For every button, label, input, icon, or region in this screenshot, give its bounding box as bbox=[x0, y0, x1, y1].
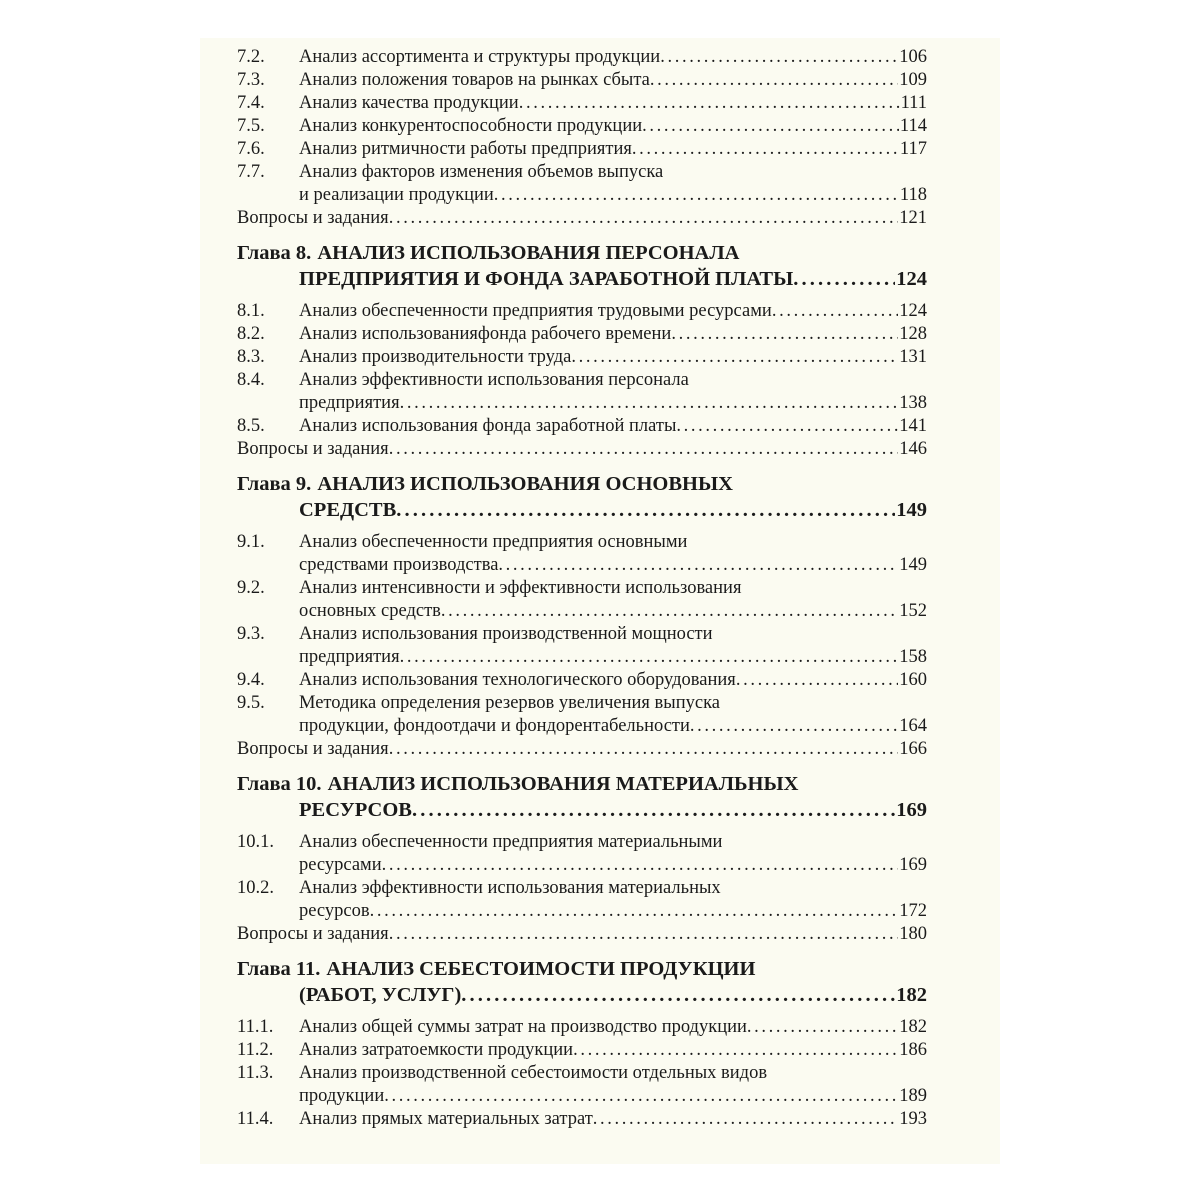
toc-line bbox=[237, 46, 927, 69]
dot-leader bbox=[384, 1085, 898, 1108]
page-number: 149 bbox=[896, 499, 927, 521]
toc-entry bbox=[237, 46, 927, 69]
entry-title: Анализ факторов изменения объемов выпуска bbox=[299, 162, 664, 182]
section-number: 7.2. bbox=[237, 47, 265, 67]
entry-title: Вопросы и задания bbox=[237, 924, 389, 944]
entry-title: Анализ интенсивности и эффективности использования bbox=[299, 578, 742, 598]
dot-leader bbox=[642, 115, 899, 138]
entry-title: Анализ общей суммы затрат на производство продукции bbox=[299, 1017, 747, 1037]
dot-leader bbox=[660, 46, 898, 69]
entry-title: Вопросы и задания bbox=[237, 208, 389, 228]
dot-leader bbox=[747, 1016, 898, 1039]
entry-title: Анализ использования производственной мощности bbox=[299, 624, 713, 644]
page-number: 172 bbox=[899, 901, 927, 921]
entry-title: Анализ использования технологического оборудования bbox=[299, 670, 736, 690]
dot-leader bbox=[793, 266, 895, 292]
toc-line bbox=[237, 956, 927, 982]
dot-leader bbox=[498, 554, 898, 577]
entry-title: Анализ затратоемкости продукции bbox=[299, 1040, 574, 1060]
page-number: 158 bbox=[899, 647, 927, 667]
table-of-contents bbox=[237, 46, 927, 1131]
page-number: 138 bbox=[899, 393, 927, 413]
page-number: 169 bbox=[896, 799, 927, 821]
toc-entry bbox=[237, 623, 927, 669]
page-number: 111 bbox=[900, 93, 927, 113]
dot-leader bbox=[690, 715, 898, 738]
toc-entry bbox=[237, 369, 927, 415]
toc-line bbox=[237, 266, 927, 292]
section-number: 9.5. bbox=[237, 693, 265, 713]
entry-title: Анализ положения товаров на рынках сбыта bbox=[299, 70, 650, 90]
dot-leader bbox=[676, 415, 898, 438]
toc-line bbox=[237, 715, 927, 738]
toc-line bbox=[237, 115, 927, 138]
dot-leader bbox=[632, 138, 899, 161]
dot-leader bbox=[650, 69, 898, 92]
section-number: 11.3. bbox=[237, 1063, 274, 1083]
page-number: 182 bbox=[899, 1017, 927, 1037]
toc-line bbox=[237, 415, 927, 438]
entry-title: и реализации продукции bbox=[299, 185, 494, 205]
dot-leader bbox=[671, 323, 898, 346]
section-number: 7.7. bbox=[237, 162, 265, 182]
toc-line bbox=[237, 300, 927, 323]
toc-line bbox=[237, 982, 927, 1008]
chapter-heading bbox=[237, 471, 927, 523]
dot-leader bbox=[519, 92, 900, 115]
section-number: 10.1. bbox=[237, 832, 274, 852]
page-number: 128 bbox=[899, 324, 927, 344]
toc-line bbox=[237, 797, 927, 823]
entry-title: ПРЕДПРИЯТИЯ И ФОНДА ЗАРАБОТНОЙ ПЛАТЫ bbox=[299, 268, 794, 290]
dot-leader bbox=[396, 497, 895, 523]
toc-line bbox=[237, 240, 927, 266]
page-number: 141 bbox=[899, 416, 927, 436]
toc-entry bbox=[237, 1039, 927, 1062]
chapter-number: Глава 10. bbox=[237, 773, 322, 795]
toc-entry bbox=[237, 1062, 927, 1108]
entry-title: предприятия bbox=[299, 393, 400, 413]
entry-title: ресурсами bbox=[299, 855, 382, 875]
entry-title: Анализ ассортимента и структуры продукции bbox=[299, 47, 661, 67]
toc-entry bbox=[237, 669, 927, 692]
toc-entry bbox=[237, 415, 927, 438]
page-number: 146 bbox=[899, 439, 927, 459]
section-number: 9.3. bbox=[237, 624, 265, 644]
toc-entry bbox=[237, 831, 927, 877]
section-number: 7.3. bbox=[237, 70, 265, 90]
toc-line bbox=[237, 600, 927, 623]
section-number: 11.4. bbox=[237, 1109, 274, 1129]
entry-title: СРЕДСТВ bbox=[299, 499, 397, 521]
entry-title: Анализ производственной себестоимости отдельных видов bbox=[299, 1063, 768, 1083]
toc-line bbox=[237, 69, 927, 92]
dot-leader bbox=[400, 392, 899, 415]
page-number: 149 bbox=[899, 555, 927, 575]
toc-entry bbox=[237, 531, 927, 577]
page-number: 121 bbox=[899, 208, 927, 228]
toc-line bbox=[237, 138, 927, 161]
toc-line bbox=[237, 646, 927, 669]
section-number: 8.2. bbox=[237, 324, 265, 344]
dot-leader bbox=[389, 923, 899, 946]
toc-line bbox=[237, 854, 927, 877]
page-number: 109 bbox=[899, 70, 927, 90]
page-number: 106 bbox=[899, 47, 927, 67]
questions-entry bbox=[237, 923, 927, 946]
page-number: 182 bbox=[896, 984, 927, 1006]
toc-line bbox=[237, 346, 927, 369]
toc-line bbox=[237, 692, 927, 715]
toc-entry bbox=[237, 1016, 927, 1039]
entry-title: Анализ эффективности использования материальных bbox=[299, 878, 721, 898]
entry-title: основных средств bbox=[299, 601, 441, 621]
chapter-number: Глава 11. bbox=[237, 958, 321, 980]
entry-title: АНАЛИЗ СЕБЕСТОИМОСТИ ПРОДУКЦИИ bbox=[326, 958, 756, 980]
page-number: 193 bbox=[899, 1109, 927, 1129]
toc-line bbox=[237, 669, 927, 692]
dot-leader bbox=[370, 900, 899, 923]
entry-title: продукции, фондоотдачи и фондорентабельности bbox=[299, 716, 690, 736]
toc-line bbox=[237, 554, 927, 577]
dot-leader bbox=[571, 346, 898, 369]
toc-entry bbox=[237, 877, 927, 923]
toc-entry bbox=[237, 300, 927, 323]
dot-leader bbox=[389, 438, 899, 461]
entry-title: Анализ использования фонда заработной платы bbox=[299, 416, 677, 436]
entry-title: Анализ конкурентоспособности продукции bbox=[299, 116, 643, 136]
dot-leader bbox=[573, 1039, 898, 1062]
dot-leader bbox=[494, 184, 899, 207]
toc-entry bbox=[237, 115, 927, 138]
questions-entry bbox=[237, 207, 927, 230]
entry-title: (РАБОТ, УСЛУГ) bbox=[299, 984, 462, 1006]
entry-title: АНАЛИЗ ИСПОЛЬЗОВАНИЯ МАТЕРИАЛЬНЫХ bbox=[327, 773, 799, 795]
section-number: 11.1. bbox=[237, 1017, 274, 1037]
entry-title: АНАЛИЗ ИСПОЛЬЗОВАНИЯ ПЕРСОНАЛА bbox=[317, 242, 740, 264]
chapter-heading bbox=[237, 240, 927, 292]
entry-title: Анализ обеспеченности предприятия трудовыми ресурсами bbox=[299, 301, 772, 321]
section-number: 9.1. bbox=[237, 532, 265, 552]
entry-title: ресурсов bbox=[299, 901, 370, 921]
toc-line bbox=[237, 207, 927, 230]
toc-line bbox=[237, 471, 927, 497]
toc-line bbox=[237, 531, 927, 554]
page-number: 117 bbox=[899, 139, 927, 159]
page-number: 118 bbox=[899, 185, 927, 205]
entry-title: Анализ эффективности использования персонала bbox=[299, 370, 689, 390]
entry-title: Анализ производительности труда bbox=[299, 347, 572, 367]
dot-leader bbox=[382, 854, 899, 877]
entry-title: средствами производства bbox=[299, 555, 499, 575]
entry-title: Анализ обеспеченности предприятия материальными bbox=[299, 832, 723, 852]
toc-line bbox=[237, 392, 927, 415]
section-number: 9.2. bbox=[237, 578, 265, 598]
toc-entry bbox=[237, 323, 927, 346]
section-number: 7.5. bbox=[237, 116, 265, 136]
questions-entry bbox=[237, 738, 927, 761]
book-page bbox=[200, 38, 1000, 1164]
page-number: 164 bbox=[899, 716, 927, 736]
dot-leader bbox=[389, 738, 899, 761]
entry-title: РЕСУРСОВ bbox=[299, 799, 412, 821]
toc-line bbox=[237, 900, 927, 923]
toc-line bbox=[237, 161, 927, 184]
chapter-heading bbox=[237, 956, 927, 1008]
toc-entry bbox=[237, 69, 927, 92]
toc-line bbox=[237, 1016, 927, 1039]
toc-entry bbox=[237, 92, 927, 115]
entry-title: Вопросы и задания bbox=[237, 439, 389, 459]
page-number: 186 bbox=[899, 1040, 927, 1060]
toc-line bbox=[237, 877, 927, 900]
chapter-number: Глава 8. bbox=[237, 242, 312, 264]
toc-line bbox=[237, 738, 927, 761]
entry-title: Анализ использованияфонда рабочего времени bbox=[299, 324, 672, 344]
toc-line bbox=[237, 92, 927, 115]
toc-entry bbox=[237, 692, 927, 738]
dot-leader bbox=[389, 207, 899, 230]
toc-entry bbox=[237, 346, 927, 369]
page-number: 180 bbox=[899, 924, 927, 944]
page-number: 124 bbox=[896, 268, 927, 290]
section-number: 8.1. bbox=[237, 301, 265, 321]
page-number: 131 bbox=[899, 347, 927, 367]
dot-leader bbox=[772, 300, 898, 323]
entry-title: Анализ качества продукции bbox=[299, 93, 519, 113]
toc-entry bbox=[237, 161, 927, 207]
entry-title: Анализ прямых материальных затрат bbox=[299, 1109, 593, 1129]
toc-entry bbox=[237, 577, 927, 623]
toc-line bbox=[237, 369, 927, 392]
page-number: 169 bbox=[899, 855, 927, 875]
dot-leader bbox=[441, 600, 898, 623]
entry-title: продукции bbox=[299, 1086, 385, 1106]
toc-line bbox=[237, 1062, 927, 1085]
entry-title: АНАЛИЗ ИСПОЛЬЗОВАНИЯ ОСНОВНЫХ bbox=[317, 473, 733, 495]
section-number: 7.4. bbox=[237, 93, 265, 113]
toc-line bbox=[237, 1039, 927, 1062]
entry-title: Анализ обеспеченности предприятия основными bbox=[299, 532, 688, 552]
section-number: 11.2. bbox=[237, 1040, 274, 1060]
dot-leader bbox=[593, 1108, 898, 1131]
page-number: 124 bbox=[899, 301, 927, 321]
toc-line bbox=[237, 438, 927, 461]
entry-title: Методика определения резервов увеличения выпуска bbox=[299, 693, 720, 713]
chapter-number: Глава 9. bbox=[237, 473, 312, 495]
toc-line bbox=[237, 184, 927, 207]
toc-line bbox=[237, 771, 927, 797]
toc-line bbox=[237, 497, 927, 523]
page-number: 160 bbox=[899, 670, 927, 690]
section-number: 8.3. bbox=[237, 347, 265, 367]
toc-line bbox=[237, 1108, 927, 1131]
toc-line bbox=[237, 623, 927, 646]
dot-leader bbox=[736, 669, 898, 692]
page-number: 166 bbox=[899, 739, 927, 759]
section-number: 7.6. bbox=[237, 139, 265, 159]
dot-leader bbox=[461, 982, 895, 1008]
toc-line bbox=[237, 323, 927, 346]
toc-entry bbox=[237, 1108, 927, 1131]
toc-line bbox=[237, 831, 927, 854]
section-number: 8.5. bbox=[237, 416, 265, 436]
dot-leader bbox=[400, 646, 899, 669]
section-number: 10.2. bbox=[237, 878, 274, 898]
entry-title: Анализ ритмичности работы предприятия bbox=[299, 139, 632, 159]
entry-title: предприятия bbox=[299, 647, 400, 667]
toc-entry bbox=[237, 138, 927, 161]
section-number: 8.4. bbox=[237, 370, 265, 390]
questions-entry bbox=[237, 438, 927, 461]
page-number: 152 bbox=[899, 601, 927, 621]
page-number: 189 bbox=[899, 1086, 927, 1106]
chapter-heading bbox=[237, 771, 927, 823]
page-number: 114 bbox=[899, 116, 927, 136]
toc-line bbox=[237, 923, 927, 946]
section-number: 9.4. bbox=[237, 670, 265, 690]
toc-line bbox=[237, 577, 927, 600]
toc-line bbox=[237, 1085, 927, 1108]
dot-leader bbox=[412, 797, 895, 823]
entry-title: Вопросы и задания bbox=[237, 739, 389, 759]
